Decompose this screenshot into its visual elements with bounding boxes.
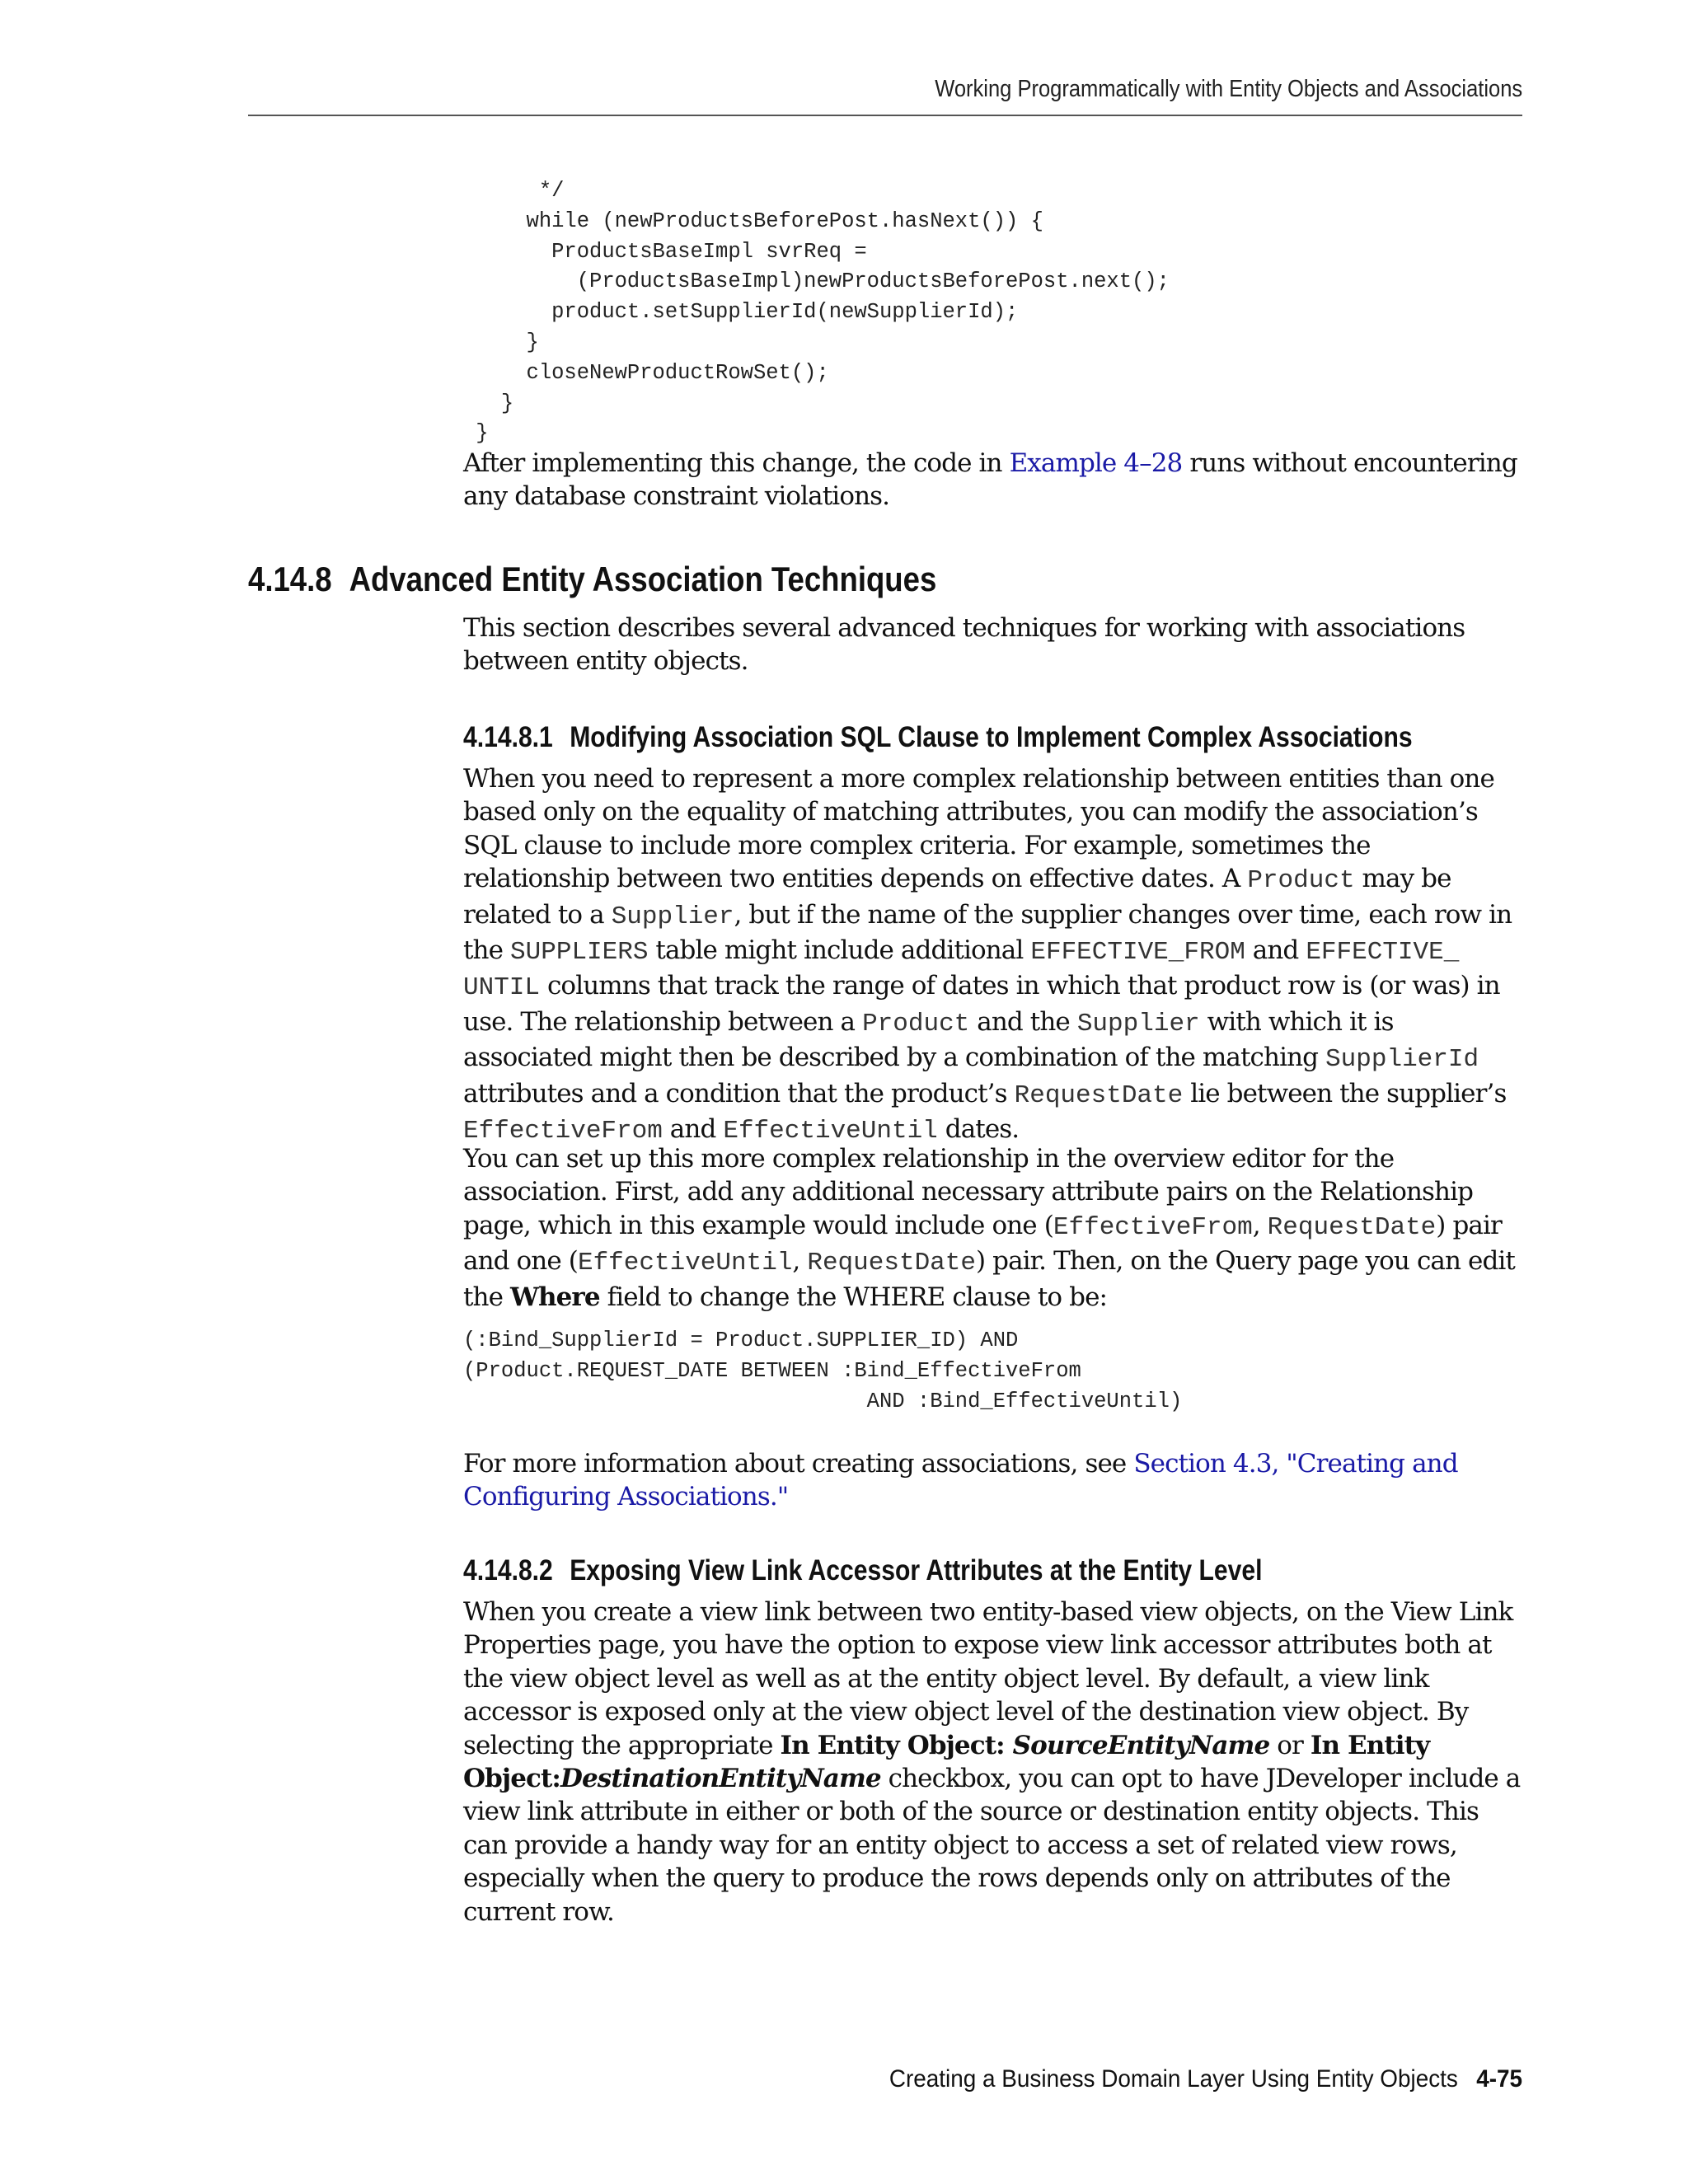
page-number: 4-75: [1476, 2065, 1522, 2093]
code-line: (:Bind_SupplierId = Product.SUPPLIER_ID) AND: [463, 1329, 1019, 1352]
code-line: (ProductsBaseImpl)newProductsBeforePost.next();: [463, 269, 1170, 294]
code-line: (Product.REQUEST_DATE BETWEEN :Bind_EffectiveFrom: [463, 1358, 1081, 1383]
code-line: }: [463, 391, 514, 415]
paragraph: After implementing this change, the code in Example 4–28 runs without encountering any database constraint violations.: [463, 448, 1517, 512]
code-block-sql: [463, 1326, 1522, 1417]
subsection-2-paragraph-1: [463, 1596, 1522, 1929]
section-number: 4.14.8: [248, 560, 332, 598]
paragraph: When you create a view link between two entity-based view objects, on the View Link Properties page, you have the option to expose view link accessor attributes both at the view object level as well as at the entity object level. By default, a view link accessor is exposed only at the view object level of the destination view object. By selecting the appropriate In Entity Object: SourceEntityName or In Entity Object:DestinationEntityName checkbox, you can opt to have JDeveloper include a view link attribute in either or both of the source or destination entity objects. This can provide a handy way for an entity object to access a set of related view rows, especially when the query to produce the rows depends only on attributes of the current row.: [463, 1597, 1521, 1927]
paragraph-after-code: [463, 447, 1522, 513]
example-link[interactable]: Example 4–28: [1009, 448, 1183, 478]
section-heading: [248, 559, 1522, 600]
code-line: while (newProductsBeforePost.hasNext()) {: [463, 209, 1043, 233]
subsection-title: Exposing View Link Accessor Attributes at the Entity Level: [570, 1554, 1263, 1586]
paragraph: For more information about creating associations, see Section 4.3, "Creating and Configuring Associations.": [463, 1449, 1458, 1512]
page-footer: [889, 2065, 1522, 2093]
running-header: Working Programmatically with Entity Objects and Associations: [935, 76, 1522, 102]
code-line: ProductsBaseImpl svrReq =: [463, 239, 867, 264]
subsection-1-paragraph-3: [463, 1447, 1522, 1514]
paragraph: You can set up this more complex relationship in the overview editor for the association. First, add any additional necessary attribute pairs on the Relationship page, which in this example would include one (EffectiveFrom, RequestDate) pair and one (EffectiveUntil, RequestDate) pair. Then, on the Query page you can edit the Where field to change the WHERE clause to be:: [463, 1144, 1515, 1312]
code-line: closeNewProductRowSet();: [463, 360, 829, 385]
code-line: product.setSupplierId(newSupplierId);: [463, 300, 1019, 325]
subsection-1-paragraph-2: [463, 1142, 1522, 1314]
code-block-top: [463, 176, 1522, 449]
paragraph: When you need to represent a more complex relationship between entities than one based only on the equality of matching attributes, you can modify the association’s SQL clause to include more complex criteria. For example, sometimes the relationship between two entities depends on effective dates. A Product may be related to a Supplier, but if the name of the supplier changes over time, each row in the SUPPLIERS table might include additional EFFECTIVE_FROM and EFFECTIVE_ UNTIL columns that track the range of dates in which that product row is (or was) in use. The relationship between a Product and the Supplier with which it is associated might then be described by a combination of the matching SupplierId attributes and a condition that the product’s RequestDate lie between the supplier’s EffectiveFrom and EffectiveUntil dates.: [463, 764, 1512, 1146]
footer-title: Creating a Business Domain Layer Using Entity Objects: [889, 2065, 1458, 2093]
section-intro: [463, 612, 1522, 678]
code-listing: [463, 1326, 1522, 1417]
code-listing: [463, 176, 1522, 449]
header-rule: [248, 115, 1522, 116]
subsection-1-paragraph-1: [463, 762, 1522, 1148]
code-line: AND :Bind_EffectiveUntil): [463, 1389, 1183, 1413]
code-line: */: [463, 179, 565, 203]
paragraph: This section describes several advanced techniques for working with associations between entity objects.: [463, 613, 1465, 677]
code-line: }: [463, 421, 489, 446]
section-title: Advanced Entity Association Techniques: [349, 560, 937, 598]
subsection-heading-2: [463, 1553, 1522, 1589]
section-link[interactable]: Section 4.3, "Creating and Configuring Associations.": [463, 1449, 1458, 1512]
code-line: }: [463, 330, 539, 354]
subsection-number: 4.14.8.2: [463, 1554, 553, 1586]
subsection-number: 4.14.8.1: [463, 721, 553, 753]
subsection-heading-1: [463, 719, 1522, 756]
subsection-title: Modifying Association SQL Clause to Implement Complex Associations: [570, 721, 1413, 753]
